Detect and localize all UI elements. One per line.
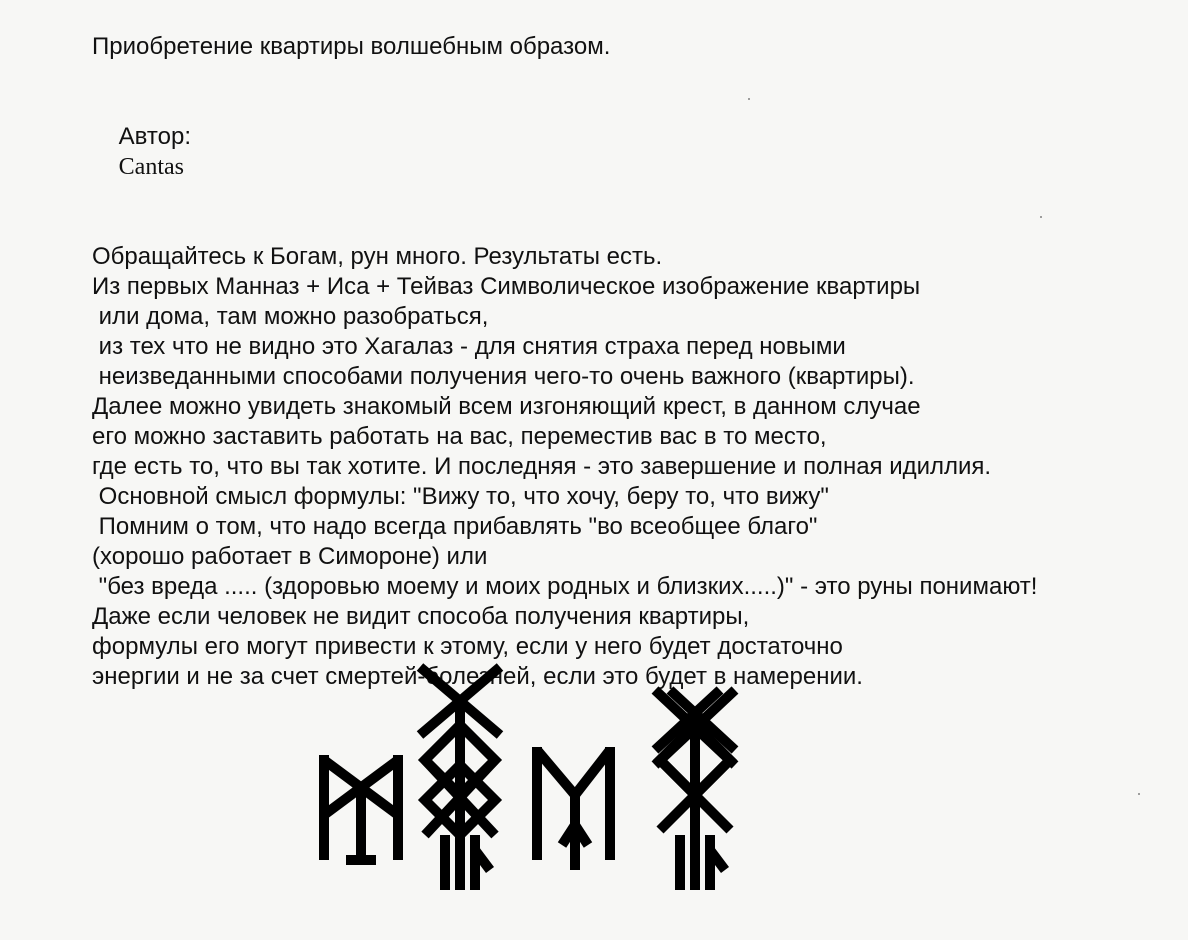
text-line: его можно заставить работать на вас, переместив вас в то место, bbox=[92, 423, 827, 450]
text-line: неизведанными способами получения чего-то очень важного (квартиры). bbox=[92, 363, 915, 390]
document-title: Приобретение квартиры волшебным образом. bbox=[92, 33, 611, 60]
scan-speck bbox=[1040, 216, 1042, 218]
mannaz-tiwaz-rune bbox=[537, 747, 610, 870]
scan-speck bbox=[1138, 793, 1140, 795]
text-line: или дома, там можно разобраться, bbox=[92, 303, 489, 330]
bind-runes-icon bbox=[300, 655, 760, 915]
text-line: Обращайтесь к Богам, рун много. Результаты есть. bbox=[92, 243, 663, 270]
text-line: Основной смысл формулы: "Вижу то, что хочу, беру то, что вижу" bbox=[92, 483, 829, 510]
text-line: (хорошо работает в Симороне) или bbox=[92, 543, 488, 570]
text-line: Даже если человек не видит способа получения квартиры, bbox=[92, 603, 750, 630]
author-line bbox=[92, 92, 1172, 212]
author-name: Cantas bbox=[118, 154, 184, 180]
text-block bbox=[92, 242, 1172, 692]
text-line: Из первых Манназ + Иса + Тейваз Символическое изображение квартиры bbox=[92, 273, 921, 300]
text-line: Далее можно увидеть знакомый всем изгоняющий крест, в данном случае bbox=[92, 393, 921, 420]
lattice-rune bbox=[655, 690, 735, 890]
text-line: формулы его могут привести к этому, если у него будет достаточно bbox=[92, 633, 843, 660]
text-line: где есть то, что вы так хотите. И последняя - это завершение и полная идиллия. bbox=[92, 453, 992, 480]
rune-figure bbox=[300, 655, 760, 915]
hagalaz-column-rune bbox=[420, 667, 500, 890]
text-line: "без вреда ..... (здоровью моему и моих родных и близких.....)" - это руны понимают! bbox=[92, 573, 1038, 600]
mannaz-isa-rune bbox=[324, 755, 398, 860]
text-line: энергии и не за счет смертей-болезней, если это будет в намерении. bbox=[92, 663, 863, 690]
scan-speck bbox=[748, 98, 750, 100]
document-body bbox=[92, 32, 1172, 692]
text-line: из тех что не видно это Хагалаз - для снятия страха перед новыми bbox=[92, 333, 846, 360]
text-line: Помним о том, что надо всегда прибавлять "во всеобщее благо" bbox=[92, 513, 818, 540]
author-label: Автор: bbox=[118, 123, 191, 150]
